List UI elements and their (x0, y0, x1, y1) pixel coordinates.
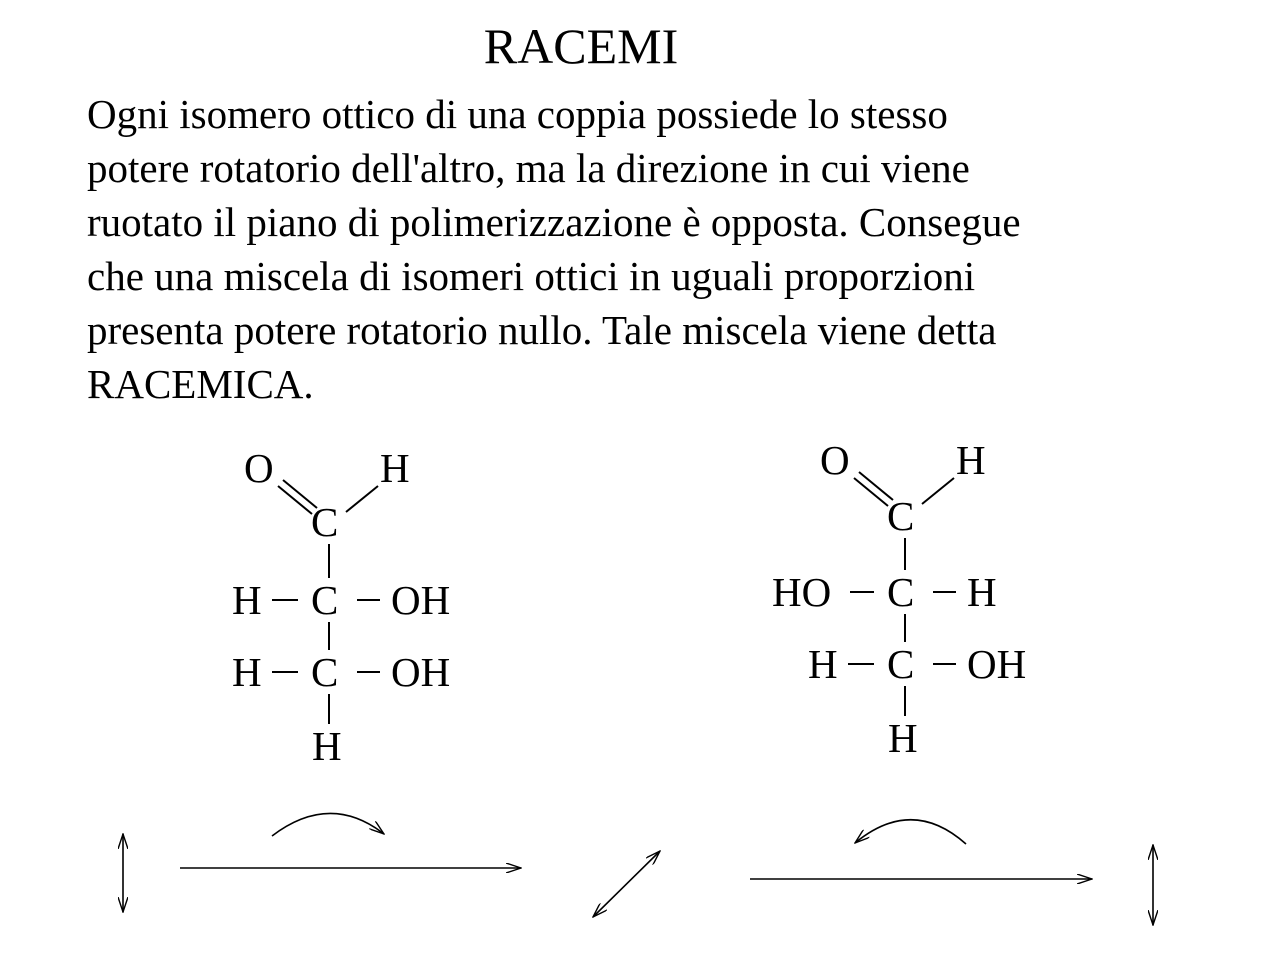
paragraph-line-3: ruotato il piano di polimerizzazione è opposta. Consegue (87, 199, 1021, 245)
left-h-bond (346, 486, 378, 512)
paragraph-line-6: RACEMICA. (87, 361, 314, 407)
left-row3-right: OH (391, 649, 451, 695)
paragraph-line-5: presenta potere rotatorio nullo. Tale miscela viene detta (87, 307, 997, 353)
right-row2-left: HO (772, 569, 832, 615)
paragraph-line-1: Ogni isomero ottico di una coppia possiede lo stesso (87, 91, 948, 137)
right-row3-left: H (808, 641, 838, 687)
right-h-bond (922, 478, 954, 504)
left-carbon-1: C (311, 499, 339, 545)
left-top-hydrogen: H (380, 445, 410, 491)
right-carbon-2: C (887, 569, 915, 615)
polarization-diagram (123, 813, 1153, 925)
left-row2-right: OH (391, 577, 451, 623)
right-top-hydrogen: H (956, 437, 986, 483)
right-row3-right: OH (967, 641, 1027, 687)
diagonal-double-arrow (593, 851, 660, 917)
clockwise-curved-arrow (272, 813, 384, 836)
right-carbon-1: C (887, 493, 915, 539)
right-row2-right: H (967, 569, 997, 615)
paragraph-line-4: che una miscela di isomeri ottici in uguali proporzioni (87, 253, 976, 299)
right-bonds (848, 472, 956, 716)
left-bonds (272, 480, 380, 724)
right-oxygen: O (820, 437, 850, 483)
title-text: RACEMI (483, 18, 679, 74)
left-row3-left: H (232, 649, 262, 695)
left-row2-left: H (232, 577, 262, 623)
left-bottom-hydrogen: H (312, 723, 342, 769)
right-bottom-hydrogen: H (888, 715, 918, 761)
left-oxygen: O (244, 445, 274, 491)
left-carbon-3: C (311, 649, 339, 695)
left-carbon-2: C (311, 577, 339, 623)
paragraph-line-2: potere rotatorio dell'altro, ma la direzione in cui viene (87, 145, 970, 191)
counterclockwise-curved-arrow (855, 820, 966, 844)
right-carbon-3: C (887, 641, 915, 687)
